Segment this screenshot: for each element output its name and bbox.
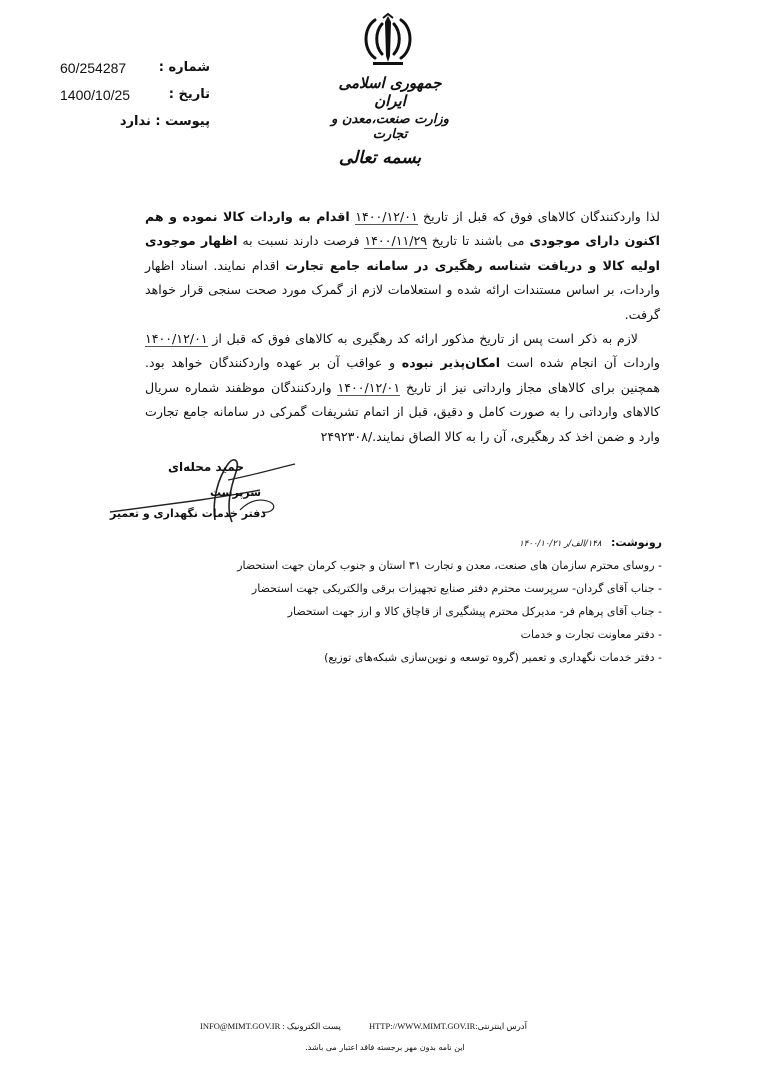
cc-item: - دفتر خدمات نگهداری و تعمیر (گروه توسعه و نوین‌سازی شبکه‌های توزیع) [324,651,662,664]
body-text: و عواقب آن بر عهده واردکنندگان خواهد بود. همچنین برای کالاهای مجاز وارداتی نیز از تاریخ [145,355,660,395]
cc-title: رونوشت: [610,536,662,549]
body-bold-text: امکان‌پذیر نبوده [401,355,501,371]
bismillah-caption: بسمه تعالی [338,148,422,168]
letter-body [145,205,660,449]
footer-email-label: پست الکترونیک : [282,1021,341,1031]
cc-header [450,536,662,549]
body-bold-text: اقدام به واردات کالا نموده و هم اکنون دارای موجودی [145,209,660,249]
footer-website[interactable]: HTTP://WWW.MIMT.GOV.IR [368,1021,476,1031]
signer-role: سرپرست [210,486,262,499]
letter-number [60,60,210,82]
body-date: ۱۴۰۰/۱۱/۲۹ [364,233,428,249]
ministry-caption: وزارت صنعت،معدن و تجارت [331,112,449,142]
letter-date [60,87,210,109]
body-paragraph-2 [145,327,660,449]
body-date: ۱۴۰۰/۱۲/۰۱ [145,331,208,347]
cc-item: - جناب آقای پرهام فر- مدیرکل محترم پیشگیری از قاچاق کالا و ارز جهت استحضار [287,605,662,618]
cc-list [180,556,662,671]
body-text: واردکنندگان موظفند شماره سریال کالاهای وارداتی را به صورت کامل و دقیق، قبل از اتمام تشریفات گمرکی در سامانه جامع تجارت وارد و ضمن اخذ کد رهگیری، آن را به کالا الصاق نمایند./۲۴۹۲۳۰۸ [145,379,660,444]
body-text: لذا واردکنندگان کالاهای فوق که قبل از تاریخ [417,209,660,224]
body-text: لازم به ذکر است پس از تاریخ مذکور ارائه کد رهگیری به کالاهای فوق که قبل از [207,331,638,347]
body-bold-text: اظهار موجودی اولیه کالا و دریافت شناسه رهگیری در سامانه جامع تجارت [145,233,660,273]
letter-attachment [60,114,210,136]
body-text: اقدام نمایند. اسناد اظهار واردات، بر اساس مستندات ارائه شده و استعلامات لازم از گمرک مورد صحت سنجی قرار خواهد گرفت. [145,257,660,322]
footer-contacts [200,1021,570,1032]
cc-reference: ۱۴۸/الف/ر ۱۴۰۰/۱۰/۲۱ [519,539,602,549]
letter-date-label: تاریخ : [168,87,210,102]
body-text: واردات آن انجام شده است [500,355,661,371]
letter-number-label: شماره : [158,60,210,75]
body-text: فرصت دارند نسبت به [237,233,365,249]
signer-office: دفتر خدمات نگهداری و تعمیر [110,507,266,520]
body-text: می باشند تا تاریخ [427,233,530,249]
iran-emblem-icon [355,12,421,68]
cc-item: - جناب آقای گردان- سرپرست محترم دفتر صنایع تجهیزات برقی والکتریکی جهت استحضار [251,582,662,595]
signer-name: حمید محله‌ای [168,460,245,474]
body-paragraph-1 [145,205,660,327]
footer-website-label: آدرس اینترنتی: [475,1021,527,1031]
letter-number-value: 60/254287 [60,60,127,76]
footer-email[interactable]: INFO@MIMT.GOV.IR [200,1021,281,1031]
letter-attachment-label: پیوست : ندارد [119,114,210,129]
republic-caption: جمهوری اسلامی ایران [338,74,442,110]
cc-item: - دفتر معاونت تجارت و خدمات [520,628,662,641]
body-date: ۱۴۰۰/۱۲/۰۱ [355,209,418,224]
letter-date-value: 1400/10/25 [60,87,131,103]
cc-item: - روسای محترم سازمان های صنعت، معدن و تجارت ۳۱ استان و جنوب کرمان جهت استحضار [237,559,662,572]
body-date: ۱۴۰۰/۱۲/۰۱ [337,379,401,395]
footer-note: این نامه بدون مهر برجسته فاقد اعتبار می باشد. [305,1043,465,1052]
